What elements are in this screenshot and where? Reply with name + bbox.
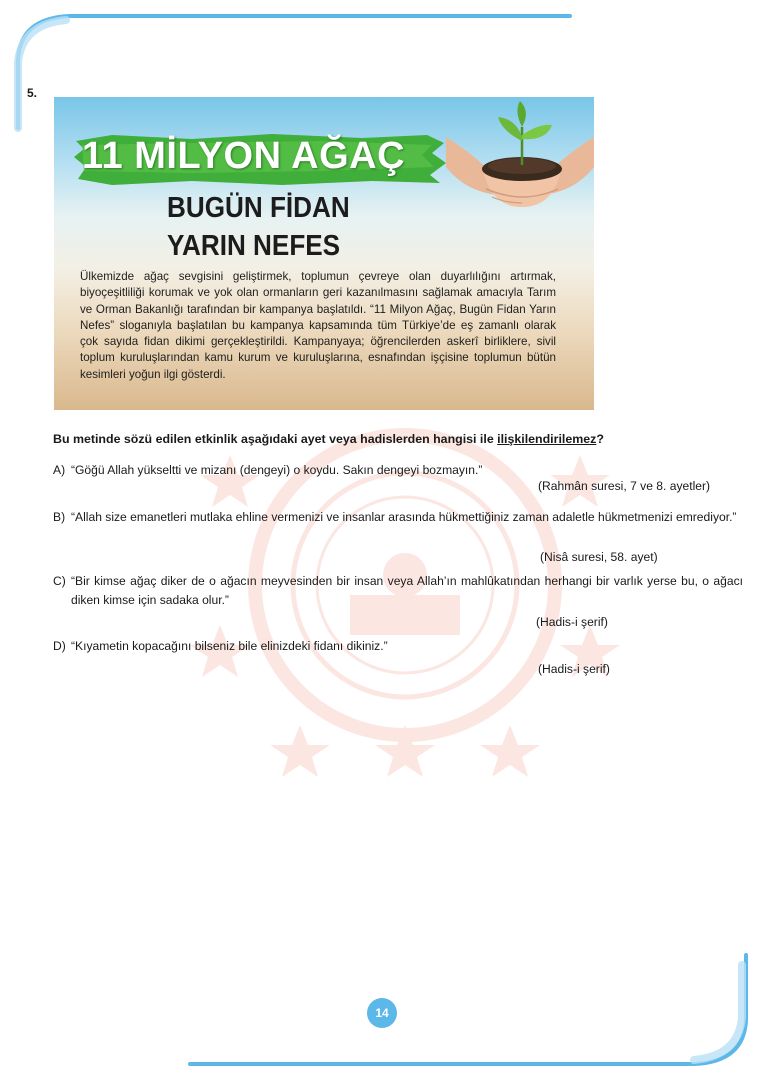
banner-paragraph: Ülkemizde ağaç sevgisini geliştirmek, toplumun çevreye olan duyarlılığını artırmak, biyoçeşitliliği korumak ve yok olan ormanların geri kazanılmasını sağlamak amacıyla Tarım ve Orman Bakanlığı tarafından bir kampanya başlatıldı. “11 Milyon Ağaç, Bugün Fidan Yarın Nefes” sloganıyla başlatılan bu kampanya kapsamında tüm Türkiye’de eş zamanlı olarak çok sayıda fidan dikimi gerçekleştirildi. Kampanyaya; öğrencilerden askerî birliklere, sivil toplum kuruluşlarından kamu kurum ve kuruluşlarına, esnafından işçisine toplumun bütün kesimleri yoğun ilgi gösterdi. [80,270,556,381]
banner-title: 11 MİLYON AĞAÇ [82,135,406,177]
question-text: Bu metinde sözü edilen etkinlik aşağıdaki ayet veya hadislerden hangisi ile [53,432,498,446]
option-d-text: “Kıyametin kopacağını bilseniz bile elinizdeki fidanı dikiniz.” [71,639,388,653]
option-c-text: “Bir kimse ağaç diker de o ağacın meyvesinden bir insan veya Allah’ın mahlûkatından herhangi bir varlık yerse bu, o ağacı diken kimse için sadaka olur.” [71,574,743,607]
option-c-source: (Hadis-i şerif) [536,615,608,629]
option-c-letter: C) [53,574,66,588]
banner-subtitle-line1: BUGÜN FİDAN [167,192,350,224]
page-number-badge: 14 [367,998,397,1028]
option-c[interactable] [53,572,743,610]
option-d-letter: D) [53,639,66,653]
option-b[interactable] [53,508,743,527]
option-b-text: “Allah size emanetleri mutlaka ehline vermenizi ve insanlar arasında hükmettiğiniz zaman adaletle hükmetmenizi emrediyor.” [71,510,737,524]
question-mark: ? [596,432,604,446]
banner-subtitle-line2: YARIN NEFES [167,230,341,262]
option-d[interactable] [53,637,743,656]
option-a-source: (Rahmân suresi, 7 ve 8. ayetler) [538,479,711,493]
hands-with-seedling-image [446,97,594,212]
question-stem [53,432,604,446]
option-b-letter: B) [53,510,66,524]
campaign-banner [54,97,594,410]
option-a-text: “Göğü Allah yükseltti ve mizanı (dengeyi) o koydu. Sakın dengeyi bozmayın.” [71,463,483,477]
option-d-source: (Hadis-i şerif) [538,662,610,676]
option-a-letter: A) [53,463,66,477]
option-a[interactable] [53,461,743,480]
option-b-source: (Nisâ suresi, 58. ayet) [540,550,658,564]
question-number: 5. [27,86,38,100]
question-negative-word: ilişkilendirilemez [497,432,597,446]
